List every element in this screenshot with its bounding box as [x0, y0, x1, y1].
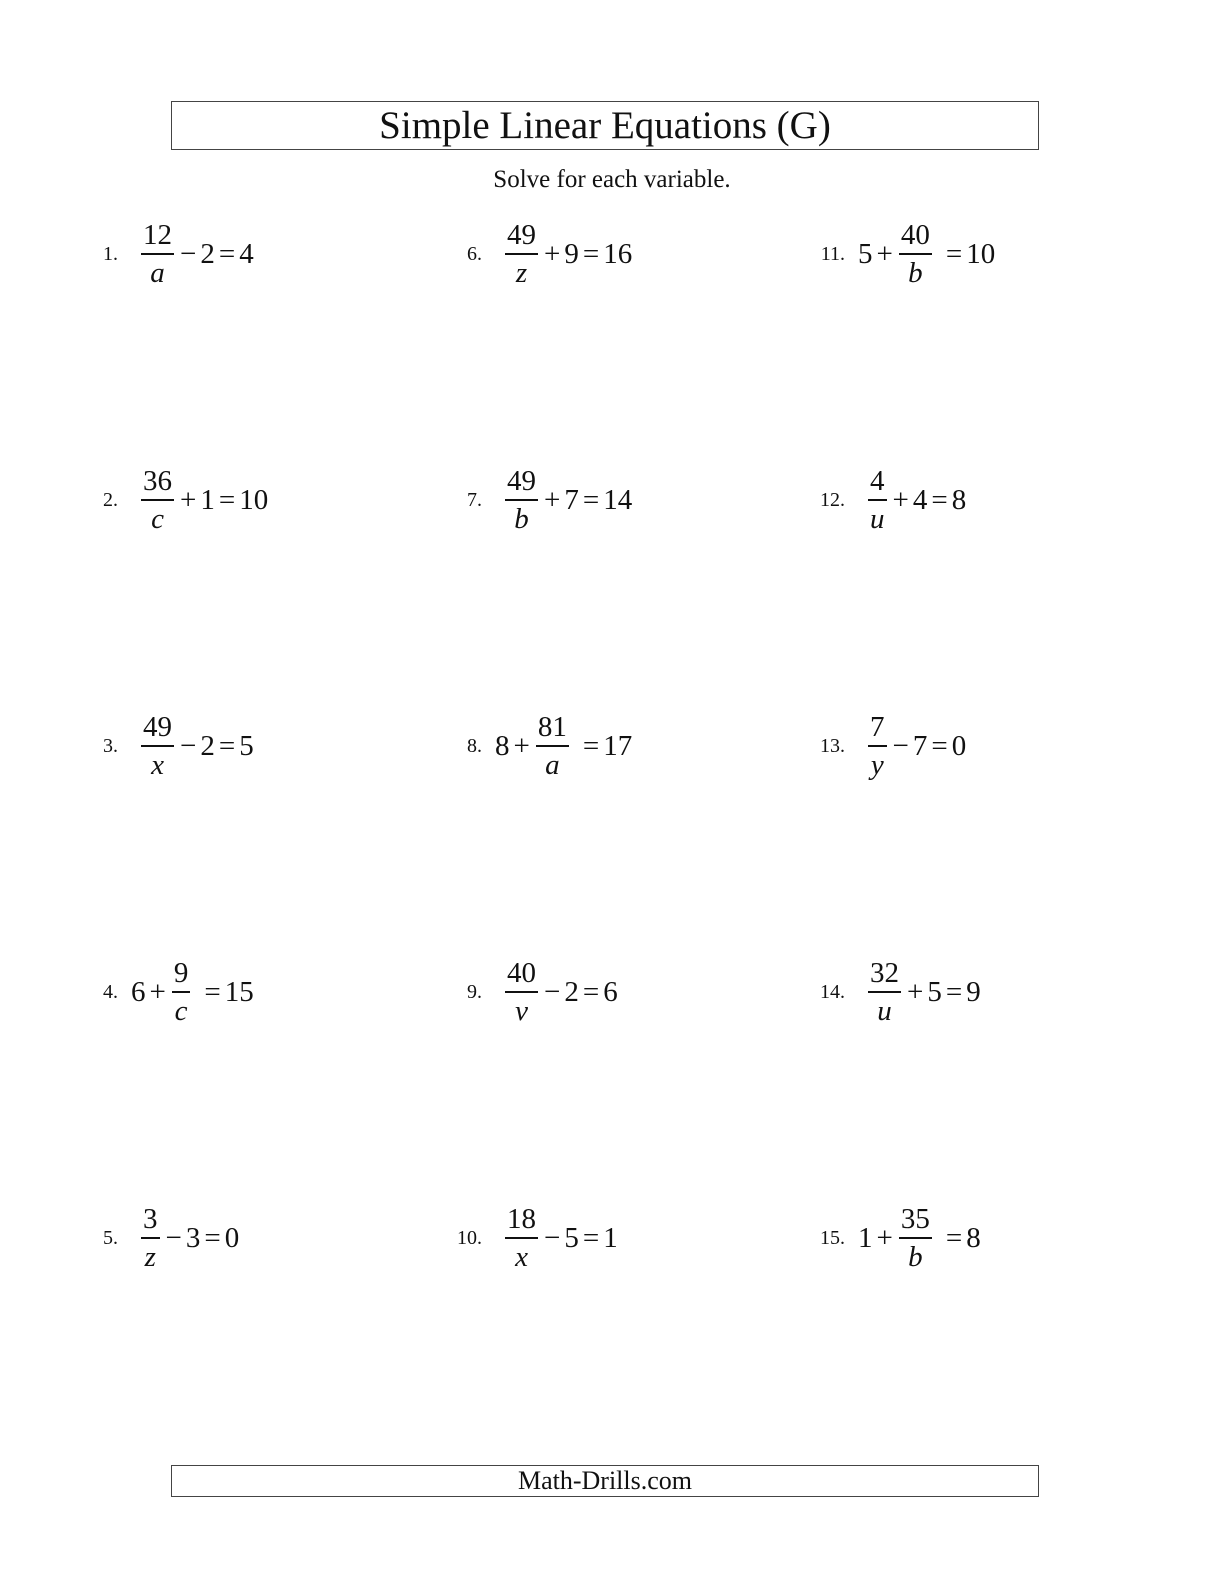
problem-number: 13.	[820, 734, 845, 757]
problem-number: 8.	[467, 734, 482, 757]
fraction-denominator: c	[174, 994, 188, 1027]
equals-sign: =	[945, 1221, 963, 1254]
fraction-numerator: 40	[507, 956, 536, 989]
fraction-denominator: b	[908, 1240, 923, 1273]
fraction	[536, 712, 569, 780]
trailing-operator: +	[892, 483, 909, 516]
equals-sign: =	[582, 483, 600, 516]
problem-1	[74, 209, 255, 299]
fraction-numerator: 49	[507, 464, 536, 497]
fraction-numerator: 3	[143, 1202, 158, 1235]
trailing-operator: −	[544, 975, 561, 1008]
problem-10	[436, 1193, 619, 1283]
fraction	[899, 1204, 932, 1272]
equals-sign: =	[931, 729, 948, 762]
trailing-operator: −	[165, 1221, 182, 1254]
equals-sign: =	[582, 237, 600, 270]
right-hand-side: 10	[966, 237, 996, 270]
fraction-numerator: 36	[143, 464, 172, 497]
trailing-term: 2	[200, 729, 215, 762]
trailing-operator: −	[544, 1221, 561, 1254]
equals-sign: =	[218, 237, 236, 270]
fraction-denominator: x	[515, 1240, 528, 1273]
trailing-term: 7	[564, 483, 579, 516]
fraction-numerator: 18	[507, 1202, 536, 1235]
fraction-denominator: a	[545, 748, 560, 781]
problem-3	[74, 701, 255, 791]
footer-credit: Math-Drills.com	[171, 1465, 1039, 1497]
fraction-numerator: 12	[143, 218, 172, 251]
fraction-numerator: 35	[900, 1202, 930, 1235]
trailing-operator: −	[180, 729, 197, 762]
problem-5	[74, 1193, 240, 1283]
fraction-denominator: z	[144, 1240, 156, 1273]
leading-operator: +	[876, 1221, 893, 1254]
problem-number: 11.	[820, 242, 845, 265]
fraction	[868, 466, 887, 534]
equals-sign: =	[218, 729, 236, 762]
fraction	[505, 466, 538, 534]
right-hand-side: 4	[239, 237, 254, 270]
right-hand-side: 1	[603, 1221, 618, 1254]
problem-number: 12.	[820, 488, 845, 511]
trailing-operator: −	[892, 729, 909, 762]
equals-sign: =	[204, 1221, 221, 1254]
fraction-denominator: v	[515, 994, 528, 1027]
instructions: Solve for each variable.	[493, 166, 731, 193]
problem-number: 3.	[103, 734, 118, 757]
fraction	[141, 466, 174, 534]
problem-7	[436, 455, 633, 545]
fraction-denominator: x	[151, 748, 164, 781]
trailing-operator: +	[544, 237, 561, 270]
leading-term: 1	[858, 1221, 873, 1254]
trailing-term: 3	[185, 1221, 201, 1254]
fraction	[505, 958, 538, 1026]
problem-11	[795, 209, 996, 299]
leading-term: 6	[131, 975, 146, 1008]
leading-operator: +	[513, 729, 530, 762]
fraction	[172, 958, 191, 1026]
fraction-numerator: 32	[870, 956, 899, 989]
fraction-denominator: z	[515, 256, 528, 289]
problem-4	[74, 947, 255, 1037]
fraction-numerator: 40	[900, 218, 930, 251]
problem-number: 4.	[103, 980, 118, 1003]
fraction	[505, 1204, 538, 1272]
fraction-denominator: b	[514, 502, 529, 535]
trailing-term: 4	[912, 483, 928, 516]
fraction-denominator: a	[150, 256, 165, 289]
right-hand-side: 5	[239, 729, 254, 762]
leading-term: 5	[858, 237, 873, 270]
right-hand-side: 15	[224, 975, 254, 1008]
fraction-numerator: 4	[870, 464, 885, 497]
fraction-numerator: 81	[537, 710, 567, 743]
fraction	[868, 958, 901, 1026]
fraction	[141, 712, 174, 780]
problem-number: 6.	[467, 242, 482, 265]
leading-term: 8	[495, 729, 510, 762]
problem-number: 7.	[467, 488, 482, 511]
fraction	[868, 712, 887, 780]
equals-sign: =	[945, 975, 963, 1008]
fraction-numerator: 49	[507, 218, 536, 251]
trailing-term: 9	[564, 237, 579, 270]
problem-14	[795, 947, 982, 1037]
fraction-denominator: y	[870, 748, 884, 781]
trailing-term: 2	[564, 975, 579, 1008]
trailing-term: 7	[912, 729, 928, 762]
leading-operator: +	[876, 237, 893, 270]
worksheet-title: Simple Linear Equations (G)	[171, 101, 1039, 150]
problem-13	[795, 701, 967, 791]
problem-8	[436, 701, 633, 791]
fraction	[505, 220, 538, 288]
fraction	[141, 220, 174, 288]
trailing-operator: +	[907, 975, 924, 1008]
right-hand-side: 9	[966, 975, 981, 1008]
problem-6	[436, 209, 633, 299]
fraction	[899, 220, 932, 288]
fraction-numerator: 49	[143, 710, 172, 743]
fraction-numerator: 9	[173, 956, 189, 989]
trailing-operator: −	[180, 237, 197, 270]
equals-sign: =	[931, 483, 948, 516]
trailing-term: 2	[200, 237, 215, 270]
trailing-operator: +	[180, 483, 197, 516]
fraction-numerator: 7	[870, 710, 885, 743]
fraction-denominator: u	[870, 502, 885, 535]
problem-9	[436, 947, 619, 1037]
equals-sign: =	[582, 1221, 600, 1254]
problem-number: 15.	[820, 1226, 845, 1249]
right-hand-side: 8	[951, 483, 967, 516]
problem-number: 10.	[457, 1226, 482, 1249]
problem-number: 9.	[467, 980, 482, 1003]
right-hand-side: 0	[224, 1221, 240, 1254]
right-hand-side: 8	[966, 1221, 981, 1254]
equals-sign: =	[582, 975, 600, 1008]
problem-number: 2.	[103, 488, 118, 511]
trailing-term: 1	[200, 483, 215, 516]
right-hand-side: 14	[603, 483, 633, 516]
trailing-term: 5	[564, 1221, 579, 1254]
equals-sign: =	[204, 975, 221, 1008]
equals-sign: =	[582, 729, 600, 762]
right-hand-side: 16	[603, 237, 633, 270]
trailing-operator: +	[544, 483, 561, 516]
equals-sign: =	[945, 237, 963, 270]
right-hand-side: 6	[603, 975, 618, 1008]
problem-2	[74, 455, 269, 545]
equals-sign: =	[218, 483, 236, 516]
fraction	[141, 1204, 160, 1272]
problem-12	[795, 455, 967, 545]
problem-number: 14.	[820, 980, 845, 1003]
right-hand-side: 17	[603, 729, 633, 762]
problem-number: 5.	[103, 1226, 118, 1249]
trailing-term: 5	[927, 975, 942, 1008]
fraction-denominator: c	[151, 502, 164, 535]
right-hand-side: 10	[239, 483, 269, 516]
fraction-denominator: u	[877, 994, 892, 1027]
problem-15	[795, 1193, 982, 1283]
right-hand-side: 0	[951, 729, 967, 762]
problem-number: 1.	[103, 242, 118, 265]
leading-operator: +	[149, 975, 166, 1008]
fraction-denominator: b	[908, 256, 923, 289]
